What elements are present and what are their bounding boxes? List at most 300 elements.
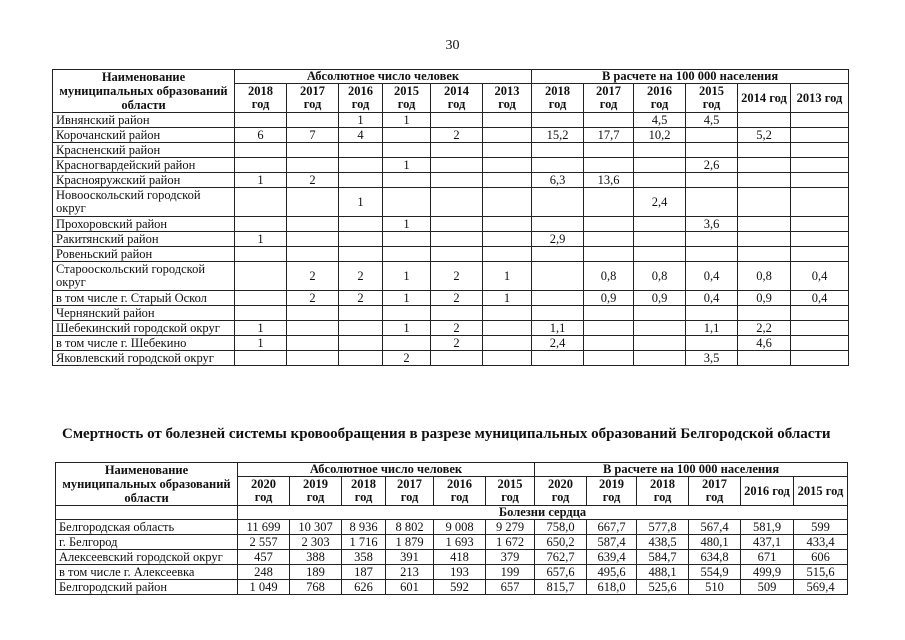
- row-name: Чернянский район: [53, 306, 235, 321]
- row-value: [634, 336, 686, 351]
- header-year: 2015 год: [383, 84, 431, 113]
- row-value: 1: [483, 291, 532, 306]
- header-row: [53, 70, 849, 84]
- row-value: 437,1: [741, 535, 794, 550]
- header-year: 2014 год: [738, 84, 791, 113]
- table-mortality-2013-2018: [52, 69, 849, 366]
- row-value: [483, 113, 532, 128]
- header-absolute-group: Абсолютное число человек: [235, 70, 532, 84]
- header-year: 2020 год: [238, 477, 290, 506]
- row-value: 2: [431, 262, 483, 291]
- table-row: [53, 188, 849, 217]
- row-value: 17,7: [584, 128, 634, 143]
- row-value: 0,9: [738, 291, 791, 306]
- row-value: [532, 113, 584, 128]
- row-value: [383, 128, 431, 143]
- row-value: 1: [383, 113, 431, 128]
- row-value: 569,4: [794, 580, 848, 595]
- header-year: 2020 год: [535, 477, 587, 506]
- row-value: 6: [235, 128, 287, 143]
- row-value: [791, 306, 849, 321]
- row-value: [686, 247, 738, 262]
- row-value: 2,4: [634, 188, 686, 217]
- row-value: [235, 143, 287, 158]
- row-value: 480,1: [689, 535, 741, 550]
- row-value: [686, 336, 738, 351]
- page-number: 30: [445, 38, 460, 53]
- row-value: 1 879: [386, 535, 434, 550]
- row-value: [532, 351, 584, 366]
- row-value: 581,9: [741, 520, 794, 535]
- table-row: [56, 535, 848, 550]
- row-value: [791, 351, 849, 366]
- row-value: 4: [339, 128, 383, 143]
- row-value: 10 307: [290, 520, 342, 535]
- row-value: 626: [342, 580, 386, 595]
- header-year: 2017 год: [584, 84, 634, 113]
- header-row: [56, 463, 848, 477]
- row-value: [483, 232, 532, 247]
- row-value: [287, 336, 339, 351]
- table-row: [53, 336, 849, 351]
- row-value: 1 049: [238, 580, 290, 595]
- row-value: 391: [386, 550, 434, 565]
- row-value: [339, 232, 383, 247]
- row-value: [634, 158, 686, 173]
- row-value: [383, 247, 431, 262]
- row-value: 9 008: [434, 520, 486, 535]
- row-value: [686, 173, 738, 188]
- row-value: [235, 188, 287, 217]
- header-year: 2018 год: [235, 84, 287, 113]
- row-value: 1,1: [686, 321, 738, 336]
- row-value: 515,6: [794, 565, 848, 580]
- row-value: [791, 158, 849, 173]
- row-value: [532, 188, 584, 217]
- row-value: 1: [235, 232, 287, 247]
- table-row: [56, 580, 848, 595]
- row-value: 488,1: [637, 565, 689, 580]
- row-value: 2,9: [532, 232, 584, 247]
- row-value: [634, 306, 686, 321]
- row-value: [287, 143, 339, 158]
- row-value: [686, 306, 738, 321]
- row-value: 1: [383, 262, 431, 291]
- row-value: 1: [339, 188, 383, 217]
- table-row: [53, 351, 849, 366]
- row-value: [686, 143, 738, 158]
- row-value: 187: [342, 565, 386, 580]
- row-value: [584, 188, 634, 217]
- table-row: [56, 520, 848, 535]
- row-value: 2 557: [238, 535, 290, 550]
- row-value: 0,8: [584, 262, 634, 291]
- row-value: [738, 188, 791, 217]
- row-value: 587,4: [587, 535, 637, 550]
- row-value: [686, 232, 738, 247]
- row-value: 667,7: [587, 520, 637, 535]
- row-value: 601: [386, 580, 434, 595]
- row-value: [791, 336, 849, 351]
- row-value: [738, 217, 791, 232]
- row-value: [483, 128, 532, 143]
- row-name: в том числе г. Шебекино: [53, 336, 235, 351]
- header-rate-group: В расчете на 100 000 населения: [532, 70, 849, 84]
- row-value: [287, 247, 339, 262]
- header-year: 2017 год: [287, 84, 339, 113]
- header-rate-group: В расчете на 100 000 населения: [535, 463, 848, 477]
- row-value: [634, 321, 686, 336]
- table-row: [53, 173, 849, 188]
- row-name: Белгородский район: [56, 580, 238, 595]
- row-value: [339, 217, 383, 232]
- row-value: 10,2: [634, 128, 686, 143]
- row-value: 1: [383, 291, 431, 306]
- row-value: [235, 306, 287, 321]
- row-value: 567,4: [689, 520, 741, 535]
- row-value: [791, 247, 849, 262]
- row-value: [431, 351, 483, 366]
- row-value: [483, 306, 532, 321]
- row-name: Алексеевский городской округ: [56, 550, 238, 565]
- row-value: 358: [342, 550, 386, 565]
- row-value: 4,5: [686, 113, 738, 128]
- row-name: Яковлевский городской округ: [53, 351, 235, 366]
- row-value: [791, 321, 849, 336]
- row-value: 2: [431, 128, 483, 143]
- row-name: Корочанский район: [53, 128, 235, 143]
- row-value: [584, 217, 634, 232]
- table-row: [53, 143, 849, 158]
- row-value: [235, 291, 287, 306]
- row-value: [431, 173, 483, 188]
- header-name-column: Наименование муниципальных образований области: [56, 463, 238, 506]
- section-row: [56, 506, 848, 520]
- row-value: 1: [383, 158, 431, 173]
- row-value: 1: [483, 262, 532, 291]
- row-value: [383, 232, 431, 247]
- header-year: 2017 год: [386, 477, 434, 506]
- row-value: 1,1: [532, 321, 584, 336]
- row-name: в том числе г. Старый Оскол: [53, 291, 235, 306]
- row-name: Ровеньский район: [53, 247, 235, 262]
- row-value: [686, 188, 738, 217]
- table-circulatory-mortality: [55, 462, 848, 595]
- header-year: 2014 год: [431, 84, 483, 113]
- row-value: 758,0: [535, 520, 587, 535]
- row-value: [287, 321, 339, 336]
- row-value: 418: [434, 550, 486, 565]
- row-value: 639,4: [587, 550, 637, 565]
- row-value: 2: [431, 291, 483, 306]
- row-value: 768: [290, 580, 342, 595]
- row-value: [483, 247, 532, 262]
- row-value: 2: [431, 321, 483, 336]
- row-value: 2,4: [532, 336, 584, 351]
- row-value: [483, 217, 532, 232]
- row-value: 584,7: [637, 550, 689, 565]
- table-row: [53, 158, 849, 173]
- row-value: 457: [238, 550, 290, 565]
- table-row: [53, 321, 849, 336]
- row-value: 599: [794, 520, 848, 535]
- row-value: [235, 158, 287, 173]
- row-value: 189: [290, 565, 342, 580]
- header-year: 2013 год: [791, 84, 849, 113]
- row-value: [738, 173, 791, 188]
- table-row: [53, 217, 849, 232]
- row-value: [791, 173, 849, 188]
- header-year: 2018 год: [637, 477, 689, 506]
- row-name: Шебекинский городской округ: [53, 321, 235, 336]
- row-value: [634, 143, 686, 158]
- row-value: 1: [383, 217, 431, 232]
- row-value: [634, 247, 686, 262]
- row-value: [532, 143, 584, 158]
- row-value: 2,2: [738, 321, 791, 336]
- row-value: 1: [339, 113, 383, 128]
- row-name: Красненский район: [53, 143, 235, 158]
- row-name: в том числе г. Алексеевка: [56, 565, 238, 580]
- row-value: 0,4: [686, 262, 738, 291]
- row-value: [584, 158, 634, 173]
- row-value: [431, 143, 483, 158]
- header-year: 2016 год: [634, 84, 686, 113]
- row-value: 6,3: [532, 173, 584, 188]
- row-value: 15,2: [532, 128, 584, 143]
- row-value: 1: [235, 173, 287, 188]
- row-value: [791, 188, 849, 217]
- header-year: 2016 год: [741, 477, 794, 506]
- row-value: [339, 173, 383, 188]
- row-value: 438,5: [637, 535, 689, 550]
- row-value: [235, 113, 287, 128]
- row-value: [287, 113, 339, 128]
- row-value: 657: [486, 580, 535, 595]
- row-value: [383, 173, 431, 188]
- row-value: 634,8: [689, 550, 741, 565]
- row-value: [287, 217, 339, 232]
- row-name: Ивнянский район: [53, 113, 235, 128]
- row-value: 388: [290, 550, 342, 565]
- row-value: [634, 217, 686, 232]
- header-year: 2018 год: [342, 477, 386, 506]
- row-value: 1 716: [342, 535, 386, 550]
- row-value: [584, 232, 634, 247]
- row-value: [584, 306, 634, 321]
- row-value: [339, 336, 383, 351]
- row-value: [287, 232, 339, 247]
- row-value: 0,9: [634, 291, 686, 306]
- row-value: [532, 262, 584, 291]
- row-value: 2: [431, 336, 483, 351]
- row-value: [431, 113, 483, 128]
- row-value: 0,4: [791, 291, 849, 306]
- header-year: 2018 год: [532, 84, 584, 113]
- row-value: [738, 351, 791, 366]
- row-value: 495,6: [587, 565, 637, 580]
- row-value: 0,8: [634, 262, 686, 291]
- row-value: [791, 113, 849, 128]
- row-value: [287, 188, 339, 217]
- header-name-column: Наименование муниципальных образований области: [53, 70, 235, 113]
- row-value: [738, 247, 791, 262]
- header-year: 2015 год: [486, 477, 535, 506]
- row-value: [738, 158, 791, 173]
- row-value: 510: [689, 580, 741, 595]
- row-value: 577,8: [637, 520, 689, 535]
- row-value: [431, 247, 483, 262]
- row-value: 525,6: [637, 580, 689, 595]
- table-row: [53, 113, 849, 128]
- row-name: Старооскольский городской округ: [53, 262, 235, 291]
- row-value: [235, 262, 287, 291]
- row-value: 4,6: [738, 336, 791, 351]
- section-heading: Смертность от болезней системы кровообращения в разрезе муниципальных образований Белгородской области: [62, 426, 831, 442]
- row-value: 554,9: [689, 565, 741, 580]
- row-value: [791, 232, 849, 247]
- row-value: 7: [287, 128, 339, 143]
- row-value: 13,6: [584, 173, 634, 188]
- header-year: 2019 год: [587, 477, 637, 506]
- row-value: [339, 351, 383, 366]
- header-year: 2016 год: [434, 477, 486, 506]
- row-value: [634, 351, 686, 366]
- row-value: [431, 188, 483, 217]
- row-value: [791, 128, 849, 143]
- row-value: [791, 217, 849, 232]
- row-value: 2: [339, 291, 383, 306]
- section-label: Болезни сердца: [238, 506, 848, 520]
- row-value: [532, 158, 584, 173]
- row-value: [339, 143, 383, 158]
- row-value: [383, 143, 431, 158]
- row-value: 2: [339, 262, 383, 291]
- row-value: [532, 217, 584, 232]
- row-value: 0,8: [738, 262, 791, 291]
- row-value: 657,6: [535, 565, 587, 580]
- table-row: [56, 565, 848, 580]
- row-value: [584, 336, 634, 351]
- row-value: [383, 306, 431, 321]
- header-year: 2017 год: [689, 477, 741, 506]
- row-value: 509: [741, 580, 794, 595]
- table-row: [53, 291, 849, 306]
- row-value: 8 936: [342, 520, 386, 535]
- row-value: [339, 321, 383, 336]
- row-name: Прохоровский район: [53, 217, 235, 232]
- row-name: Ракитянский район: [53, 232, 235, 247]
- row-value: [483, 173, 532, 188]
- row-value: 0,9: [584, 291, 634, 306]
- row-value: 2: [287, 262, 339, 291]
- row-value: [431, 306, 483, 321]
- row-value: 11 699: [238, 520, 290, 535]
- row-value: 606: [794, 550, 848, 565]
- row-value: [584, 247, 634, 262]
- row-value: 9 279: [486, 520, 535, 535]
- row-value: [483, 158, 532, 173]
- row-value: [431, 232, 483, 247]
- row-value: 379: [486, 550, 535, 565]
- row-value: [235, 217, 287, 232]
- row-value: 499,9: [741, 565, 794, 580]
- row-value: [584, 143, 634, 158]
- row-value: 1: [235, 321, 287, 336]
- row-value: [287, 158, 339, 173]
- row-value: 4,5: [634, 113, 686, 128]
- row-value: [431, 158, 483, 173]
- row-value: 618,0: [587, 580, 637, 595]
- row-value: 213: [386, 565, 434, 580]
- header-year: 2013 год: [483, 84, 532, 113]
- table-row: [53, 262, 849, 291]
- row-value: [532, 291, 584, 306]
- row-value: [431, 217, 483, 232]
- row-name: г. Белгород: [56, 535, 238, 550]
- row-name: Краснояружский район: [53, 173, 235, 188]
- row-value: [483, 143, 532, 158]
- row-value: 8 802: [386, 520, 434, 535]
- row-value: 2 303: [290, 535, 342, 550]
- row-value: [738, 143, 791, 158]
- row-value: [339, 158, 383, 173]
- row-value: 1: [383, 321, 431, 336]
- row-value: [532, 247, 584, 262]
- row-value: 193: [434, 565, 486, 580]
- table-row: [53, 247, 849, 262]
- table-row: [53, 128, 849, 143]
- row-value: [634, 173, 686, 188]
- row-value: 1 693: [434, 535, 486, 550]
- row-value: 2: [287, 173, 339, 188]
- row-value: 0,4: [791, 262, 849, 291]
- row-value: 2,6: [686, 158, 738, 173]
- section-spacer: [56, 506, 238, 520]
- row-value: 3,5: [686, 351, 738, 366]
- row-value: [738, 306, 791, 321]
- row-value: [339, 247, 383, 262]
- row-value: [383, 336, 431, 351]
- row-value: [287, 351, 339, 366]
- row-value: 592: [434, 580, 486, 595]
- row-name: Новооскольский городской округ: [53, 188, 235, 217]
- row-value: 2: [287, 291, 339, 306]
- row-value: 3,6: [686, 217, 738, 232]
- row-value: 762,7: [535, 550, 587, 565]
- row-value: [634, 232, 686, 247]
- header-absolute-group: Абсолютное число человек: [238, 463, 535, 477]
- header-year: 2015 год: [686, 84, 738, 113]
- row-value: [483, 351, 532, 366]
- row-name: Белгородская область: [56, 520, 238, 535]
- row-value: [339, 306, 383, 321]
- row-value: [235, 247, 287, 262]
- row-value: [791, 143, 849, 158]
- row-value: 2: [383, 351, 431, 366]
- row-value: [686, 128, 738, 143]
- row-name: Красногвардейский район: [53, 158, 235, 173]
- row-value: [584, 113, 634, 128]
- table-row: [53, 306, 849, 321]
- table-row: [56, 550, 848, 565]
- row-value: 671: [741, 550, 794, 565]
- row-value: 1: [235, 336, 287, 351]
- row-value: [532, 306, 584, 321]
- row-value: 0,4: [686, 291, 738, 306]
- row-value: [738, 232, 791, 247]
- row-value: 248: [238, 565, 290, 580]
